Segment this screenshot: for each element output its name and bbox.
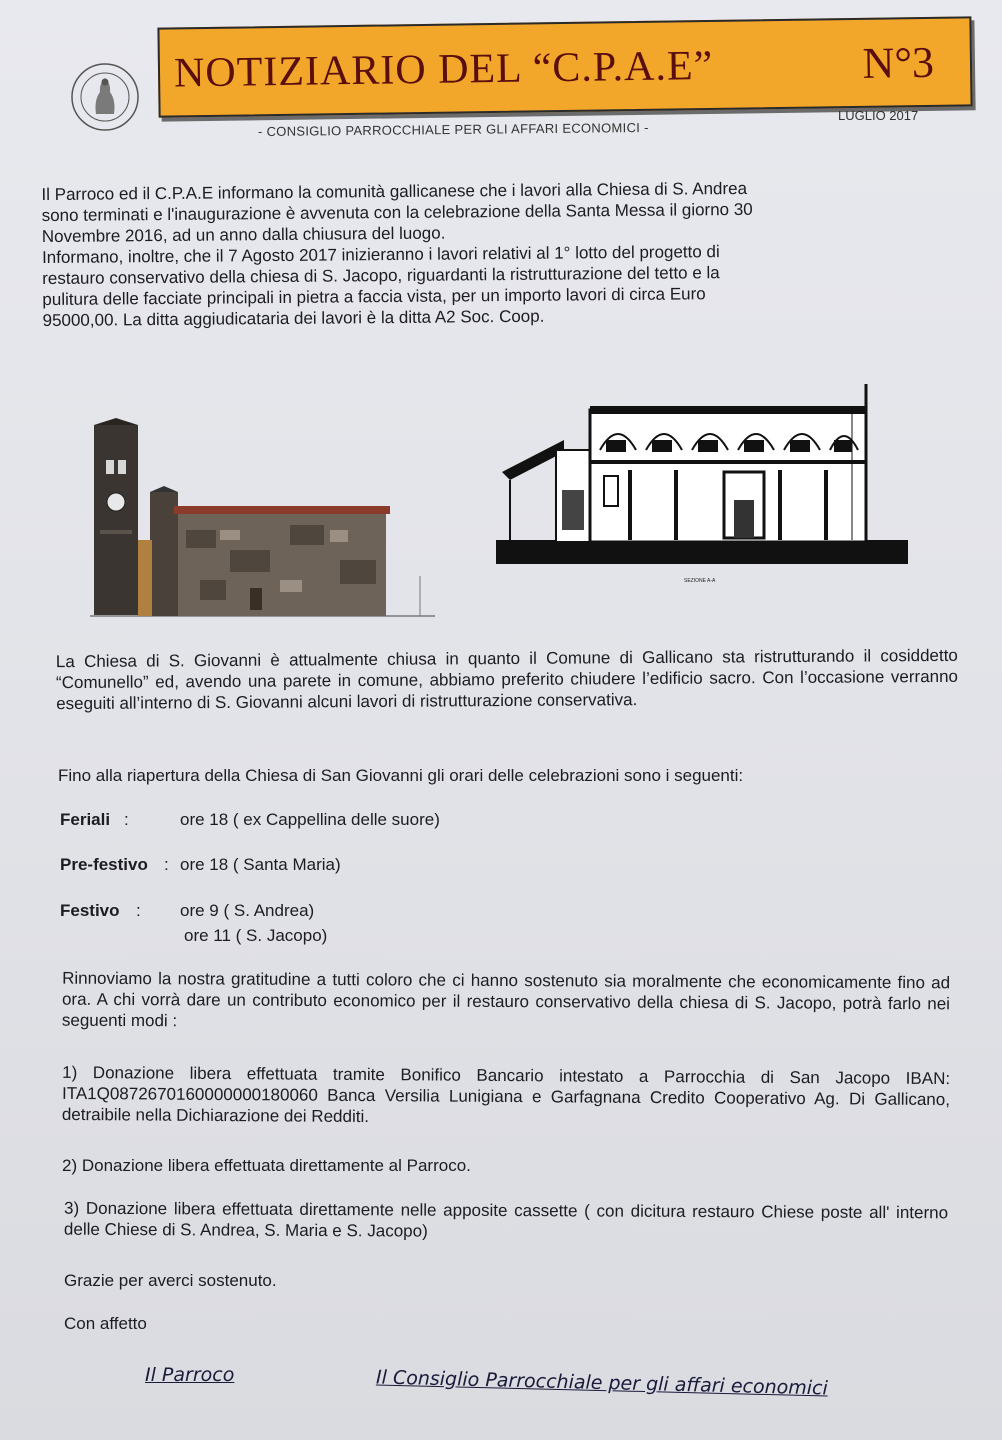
- parish-seal-icon: [70, 62, 140, 132]
- intro-line: Il Parroco ed il C.P.A.E informano la comunità gallicanese che i lavori alla Chiesa di S. Andrea: [41, 178, 748, 205]
- schedule-colon: :: [124, 810, 129, 829]
- donation-option-1: 1) Donazione libera effettuata tramite Bonifico Bancario intestato a Parrocchia di San Jacopo IBAN: ITA1Q0872670160000000180060 Banca Versilia Lunigiana e Garfagnana Credito Cooperativo Ag. Di Gallicano, detraibile nella Dichiarazione dei Redditi.: [61, 1062, 951, 1127]
- intro-line: 95000,00. La ditta aggiudicataria dei lavori è la ditta A2 Soc. Coop.: [42, 306, 545, 331]
- church-facade-elevation-icon: [90, 380, 450, 620]
- schedule-value: ore 18 ( Santa Maria): [180, 855, 341, 874]
- drawing-caption: SEZIONE A-A: [684, 578, 716, 584]
- subtitle: - CONSIGLIO PARROCCHIALE PER GLI AFFARI ECONOMICI -: [257, 119, 649, 140]
- title-banner: [157, 16, 972, 117]
- issue-date: LUGLIO 2017: [838, 108, 919, 123]
- intro-line: pulitura delle facciate principali in pietra a faccia vista, per un importo lavori di circa Euro: [42, 284, 706, 310]
- intro-line: restauro conservativo della chiesa di S. Jacopo, riguardanti la ristrutturazione del tetto e la: [42, 263, 720, 289]
- schedule-intro: Fino alla riapertura della Chiesa di San Giovanni gli orari delle celebrazioni sono i seguenti:: [58, 766, 744, 785]
- intro-line: Novembre 2016, ad un anno dalla chiusura del luogo.: [41, 223, 446, 247]
- schedule-value: ore 18 ( ex Cappellina delle suore): [180, 810, 440, 829]
- schedule-value: ore 9 ( S. Andrea): [180, 901, 315, 920]
- intro-line: sono terminati e l'inaugurazione è avvenuta con la celebrazione della Santa Messa il giorno 30: [41, 199, 753, 226]
- donation-option-3: 3) Donazione libera effettuata direttamente nelle apposite cassette ( con dicitura restauro Chiese poste all' interno delle Chiese di S. Andrea, S. Maria e S. Jacopo): [63, 1198, 949, 1241]
- schedule-colon: :: [136, 901, 141, 920]
- signature-council: Il Consiglio Parrocchiale per gli affari economici: [375, 1366, 829, 1400]
- intro-line: Informano, inoltre, che il 7 Agosto 2017 inizieranno i lavori relativi al 1° lotto del progetto di: [41, 242, 720, 268]
- church-section-drawing-icon: [496, 380, 916, 580]
- church-drawings: [90, 380, 920, 620]
- issue-number: N°3: [862, 37, 935, 88]
- schedule-colon: :: [164, 855, 169, 874]
- page-title: NOTIZIARIO DEL “C.P.A.E”: [173, 42, 714, 97]
- intro-paragraph: [41, 176, 972, 331]
- schedule-value: ore 11 ( S. Jacopo): [184, 926, 328, 945]
- gratitude-paragraph: Rinnoviamo la nostra gratitudine a tutti coloro che ci hanno sostenuto sia moralmente che economicamente fino ad ora. A chi vorrà dare un contributo economico per il restauro conservativo della chiesa di S. Jacopo, potrà farlo nei seguenti modi :: [61, 968, 951, 1031]
- giovanni-paragraph: La Chiesa di S. Giovanni è attualmente chiusa in quanto il Comune di Gallicano sta ristrutturando il cosiddetto “Comunello” ed, avendo una parete in comune, abbiamo preferito chiudere l’edificio sacro. Con l’occasione verranno eseguiti all’interno di S. Giovanni alcuni lavori di ristrutturazione conservativa.: [55, 645, 959, 714]
- schedule-label: Pre-festivo: [60, 855, 148, 874]
- closing-thanks: Grazie per averci sostenuto.: [64, 1271, 277, 1290]
- schedule-label: Festivo: [60, 901, 120, 920]
- closing-affection: Con affetto: [64, 1314, 147, 1333]
- donation-option-2: 2) Donazione libera effettuata direttamente al Parroco.: [62, 1156, 471, 1175]
- schedule-label: Feriali: [60, 810, 111, 829]
- signature-parroco: Il Parroco: [145, 1364, 235, 1386]
